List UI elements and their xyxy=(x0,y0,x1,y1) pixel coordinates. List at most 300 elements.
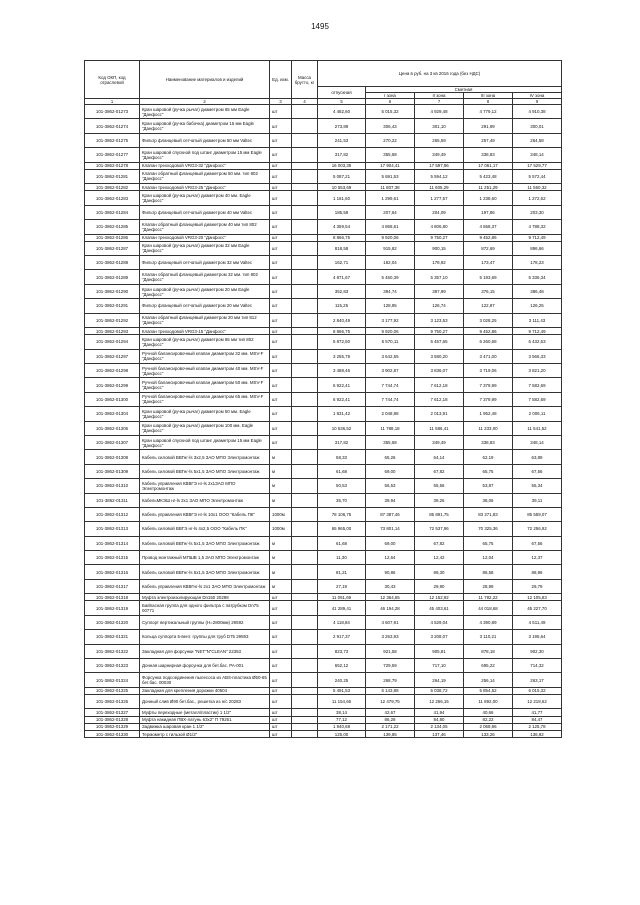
price-zone-1: 65,26 xyxy=(366,450,415,464)
item-name: КабельМКЭШ нг-ls 2х1 ЗАО МПО Электромонтаж xyxy=(140,493,270,507)
price-zone-4: 63,89 xyxy=(513,450,562,464)
price-zone-3: 6 260,68 xyxy=(464,335,513,349)
item-unit: шт xyxy=(270,256,292,270)
page-number: 1495 xyxy=(311,22,329,31)
item-code: 101-3862-01285 xyxy=(85,220,140,234)
item-unit: м xyxy=(270,565,292,579)
price-zone-2: 3 123,53 xyxy=(415,313,464,327)
price-zone-2: 29,90 xyxy=(415,579,464,593)
price-zone-1: 42,67 xyxy=(366,709,415,716)
table-row xyxy=(85,464,562,478)
table-row xyxy=(85,579,562,593)
price-zone-3: 65,75 xyxy=(464,464,513,478)
item-mass xyxy=(292,162,318,169)
price-zone-3: 28,99 xyxy=(464,579,513,593)
price-release: 4 118,84 xyxy=(318,615,366,629)
item-mass xyxy=(292,687,318,694)
table-row xyxy=(85,615,562,629)
table-row xyxy=(85,723,562,730)
price-zone-4: 126,25 xyxy=(513,299,562,313)
item-code: 101-3862-01317 xyxy=(85,579,140,593)
item-code: 101-3862-01284 xyxy=(85,205,140,219)
item-unit: м xyxy=(270,493,292,507)
price-zone-3: 3 719,06 xyxy=(464,364,513,378)
price-zone-1: 12 479,75 xyxy=(366,694,415,708)
item-name: Клапан обратный фланцевый диаметром 40 мм тип 802 "Данфосс" xyxy=(140,220,270,234)
price-zone-3: 3 471,00 xyxy=(464,349,513,363)
item-unit: шт xyxy=(270,335,292,349)
item-code: 101-3862-01298 xyxy=(85,364,140,378)
price-zone-4: 55,34 xyxy=(513,479,562,493)
price-zone-4: 3 111,43 xyxy=(513,313,562,327)
price-zone-4: 67,56 xyxy=(513,464,562,478)
price-zone-4: 3 195,64 xyxy=(513,630,562,644)
table-row xyxy=(85,133,562,147)
item-code: 101-3862-01316 xyxy=(85,565,140,579)
price-zone-4: 348,14 xyxy=(513,148,562,162)
price-zone-1: 915,82 xyxy=(366,241,415,255)
item-code: 101-3862-01291 xyxy=(85,299,140,313)
price-zone-2: 717,10 xyxy=(415,659,464,673)
price-zone-1: 2 171,22 xyxy=(366,723,415,730)
price-zone-3: 11 892,00 xyxy=(464,694,513,708)
item-code: 101-3862-01314 xyxy=(85,536,140,550)
table-row xyxy=(85,378,562,392)
item-code: 101-3862-01308 xyxy=(85,450,140,464)
price-zone-3: 197,86 xyxy=(464,205,513,219)
item-name: Закладная для крепления дорожки 40504 xyxy=(140,687,270,694)
price-zone-4: 4 788,32 xyxy=(513,220,562,234)
item-unit: шт xyxy=(270,615,292,629)
item-name: Кран шаровой спускной под штанг диаметром 15 мм Eagle "Данфосс" xyxy=(140,148,270,162)
col-number: 1 xyxy=(85,99,140,105)
item-name: Муфта накидная ПВХ-латунь 63х2" П 79261 xyxy=(140,716,270,723)
price-release: 125,00 xyxy=(318,730,366,737)
item-name: Кабель силовой ВВГЭ нг-ls 4х2,5 ООО "Кабель ПК" xyxy=(140,522,270,536)
price-zone-4: 84,47 xyxy=(513,716,562,723)
item-unit: м xyxy=(270,464,292,478)
price-zone-1: 46 194,28 xyxy=(366,601,415,615)
price-zone-1: 73 801,14 xyxy=(366,522,415,536)
price-zone-2: 4 929,48 xyxy=(415,105,464,119)
price-release: 2 840,49 xyxy=(318,313,366,327)
table-row xyxy=(85,644,562,658)
item-code: 101-3862-01290 xyxy=(85,284,140,298)
item-mass xyxy=(292,730,318,737)
item-code: 101-3862-01315 xyxy=(85,551,140,565)
item-unit: 1000м xyxy=(270,507,292,521)
price-zone-2: 2 134,05 xyxy=(415,723,464,730)
price-zone-2: 6 038,72 xyxy=(415,687,464,694)
price-release: 240,25 xyxy=(318,673,366,687)
price-release: 58,33 xyxy=(318,450,366,464)
price-zone-2: 126,74 xyxy=(415,299,464,313)
item-unit: шт xyxy=(270,407,292,421)
item-unit: шт xyxy=(270,220,292,234)
price-release: 115,25 xyxy=(318,299,366,313)
price-zone-4: 72 256,92 xyxy=(513,522,562,536)
table-row xyxy=(85,407,562,421)
price-release: 1 161,60 xyxy=(318,191,366,205)
price-zone-4: 11 560,32 xyxy=(513,184,562,191)
price-zone-3: 5 854,52 xyxy=(464,687,513,694)
item-name: Клапан обратный фланцевый диаметром 32 мм. тип 802 "Данфосс" xyxy=(140,270,270,284)
price-zone-1: 7 744,74 xyxy=(366,378,415,392)
item-name: Суппорт вертикальный группы (Н=2800мм) 29592 xyxy=(140,615,270,629)
price-zone-3: 4 390,89 xyxy=(464,615,513,629)
header-zone-3: III зона xyxy=(464,93,513,99)
price-zone-2: 1 277,57 xyxy=(415,191,464,205)
price-zone-4: 12 218,62 xyxy=(513,694,562,708)
price-zone-4: 348,14 xyxy=(513,435,562,449)
item-unit: шт xyxy=(270,435,292,449)
table-row xyxy=(85,148,562,162)
table-row xyxy=(85,191,562,205)
item-code: 101-3862-01278 xyxy=(85,162,140,169)
item-mass xyxy=(292,184,318,191)
table-row xyxy=(85,270,562,284)
col-number: 5 xyxy=(318,99,366,105)
item-name: Кран шаровой (ручка рычаг) диаметром 40 мм. Eagle "Данфосс" xyxy=(140,191,270,205)
item-mass xyxy=(292,205,318,219)
price-zone-4: 41,77 xyxy=(513,709,562,716)
item-mass xyxy=(292,659,318,673)
item-unit: шт xyxy=(270,148,292,162)
item-unit: шт xyxy=(270,694,292,708)
price-zone-1: 182,04 xyxy=(366,256,415,270)
price-zone-3: 338,83 xyxy=(464,435,513,449)
item-mass xyxy=(292,392,318,406)
item-mass xyxy=(292,435,318,449)
table-row xyxy=(85,594,562,601)
header-zone-4: IV зона xyxy=(513,93,562,99)
price-zone-1: 268,79 xyxy=(366,673,415,687)
price-zone-3: 1 952,48 xyxy=(464,407,513,421)
table-row xyxy=(85,349,562,363)
header-mass: Масса брутто, кг xyxy=(292,61,318,99)
price-zone-4: 12 105,83 xyxy=(513,594,562,601)
item-code: 101-3862-01306 xyxy=(85,421,140,435)
item-mass xyxy=(292,464,318,478)
item-name: Клапан трехходовой VRG3-32 "Данфосс" xyxy=(140,162,270,169)
item-unit: шт xyxy=(270,205,292,219)
price-zone-1: 207,64 xyxy=(366,205,415,219)
price-release: 11,30 xyxy=(318,551,366,565)
table-row xyxy=(85,284,562,298)
item-code: 101-3862-01293 xyxy=(85,328,140,335)
item-name: Кран шаровой (ручка рычаг) диаметром 32 мм Eagle "Данфосс" xyxy=(140,241,270,255)
item-name: Клапан трехходовой VRG3-15 "Данфосс" xyxy=(140,328,270,335)
item-mass xyxy=(292,299,318,313)
item-code: 101-3862-01318 xyxy=(85,594,140,601)
price-zone-3: 872,69 xyxy=(464,241,513,255)
price-zone-4: 5 572,44 xyxy=(513,169,562,183)
price-zone-4: 67,56 xyxy=(513,536,562,550)
price-zone-4: 714,32 xyxy=(513,659,562,673)
price-release: 1 831,42 xyxy=(318,407,366,421)
price-zone-2: 39,26 xyxy=(415,493,464,507)
price-zone-4: 2 006,11 xyxy=(513,407,562,421)
price-zone-3: 17 061,17 xyxy=(464,162,513,169)
table-row xyxy=(85,673,562,687)
col-number: 9 xyxy=(513,99,562,105)
item-mass xyxy=(292,133,318,147)
price-zone-4: 4 511,49 xyxy=(513,615,562,629)
item-unit: шт xyxy=(270,601,292,615)
item-unit: шт xyxy=(270,299,292,313)
table-row xyxy=(85,241,562,255)
price-release: 352,83 xyxy=(318,284,366,298)
price-zone-2: 137,46 xyxy=(415,730,464,737)
item-mass xyxy=(292,284,318,298)
item-unit: шт xyxy=(270,162,292,169)
item-code: 101-3862-01312 xyxy=(85,507,140,521)
table-row xyxy=(85,421,562,435)
item-mass xyxy=(292,716,318,723)
price-zone-2: 72 537,96 xyxy=(415,522,464,536)
table-row xyxy=(85,119,562,133)
price-zone-1: 87 387,46 xyxy=(366,507,415,521)
price-zone-1: 729,59 xyxy=(366,659,415,673)
item-code: 101-3862-01325 xyxy=(85,687,140,694)
price-zone-3: 256,14 xyxy=(464,673,513,687)
price-zone-1: 355,58 xyxy=(366,435,415,449)
price-zone-3: 3 028,25 xyxy=(464,313,513,327)
price-zone-1: 90,86 xyxy=(366,565,415,579)
price-release: 162,71 xyxy=(318,256,366,270)
item-code: 101-3862-01327 xyxy=(85,709,140,716)
price-zone-3: 3 110,21 xyxy=(464,630,513,644)
price-zone-2: 84,80 xyxy=(415,716,464,723)
item-unit: шт xyxy=(270,169,292,183)
item-mass xyxy=(292,479,318,493)
header-unit: Ед. изм. xyxy=(270,61,292,99)
price-zone-4: 7 582,69 xyxy=(513,378,562,392)
price-zone-1: 5 450,39 xyxy=(366,270,415,284)
price-release: 185,59 xyxy=(318,205,366,219)
price-zone-3: 122,87 xyxy=(464,299,513,313)
price-zone-1: 56,53 xyxy=(366,479,415,493)
item-mass xyxy=(292,615,318,629)
price-zone-4: 203,30 xyxy=(513,205,562,219)
price-zone-3: 65,75 xyxy=(464,536,513,550)
price-zone-3: 2 068,96 xyxy=(464,723,513,730)
table-row xyxy=(85,184,562,191)
item-mass xyxy=(292,270,318,284)
price-release: 1 940,68 xyxy=(318,723,366,730)
price-zone-1: 9 920,06 xyxy=(366,328,415,335)
price-zone-2: 85 891,75 xyxy=(415,507,464,521)
item-name: Кабель силовой ВВГнг-ls 3х2,5 ЗАО МПО Электромонтаж xyxy=(140,450,270,464)
item-unit: м xyxy=(270,536,292,550)
table-row xyxy=(85,256,562,270)
item-code: 101-3862-01304 xyxy=(85,407,140,421)
item-name: Кабель управления КВВГнг-ls 2х1 ЗАО МПО Электромонтаж xyxy=(140,579,270,593)
table-row xyxy=(85,328,562,335)
item-unit: шт xyxy=(270,687,292,694)
item-code: 101-3862-01330 xyxy=(85,730,140,737)
price-release: 10 553,69 xyxy=(318,184,366,191)
price-zone-4: 3 821,20 xyxy=(513,364,562,378)
price-zone-4: 11 541,52 xyxy=(513,421,562,435)
price-zone-4: 3 566,33 xyxy=(513,349,562,363)
item-code: 101-3862-01274 xyxy=(85,119,140,133)
price-release: 78 106,75 xyxy=(318,507,366,521)
price-zone-3: 44 018,68 xyxy=(464,601,513,615)
item-name: Форсунка подсоединения пылесоса из ABS-пластика Ø50-65 бет.бас. 00030 xyxy=(140,673,270,687)
item-name: Ручной балансировочный клапан диаметром 32 мм. MSV-F "Данфосс" xyxy=(140,349,270,363)
table-row xyxy=(85,364,562,378)
price-release: 3 488,46 xyxy=(318,364,366,378)
price-zone-2: 905,81 xyxy=(415,644,464,658)
item-code: 101-3862-01288 xyxy=(85,256,140,270)
price-release: 6 922,41 xyxy=(318,378,366,392)
price-zone-3: 173,47 xyxy=(464,256,513,270)
item-mass xyxy=(292,579,318,593)
table-row xyxy=(85,105,562,119)
table-row xyxy=(85,435,562,449)
price-zone-3: 83 271,83 xyxy=(464,507,513,521)
item-code: 101-3862-01321 xyxy=(85,630,140,644)
price-zone-1: 6 570,11 xyxy=(366,335,415,349)
item-code: 101-3862-01319 xyxy=(85,601,140,615)
price-zone-1: 394,74 xyxy=(366,284,415,298)
price-zone-4: 85 559,07 xyxy=(513,507,562,521)
price-zone-1: 69,00 xyxy=(366,536,415,550)
price-zone-1: 12,64 xyxy=(366,551,415,565)
item-code: 101-3862-01309 xyxy=(85,464,140,478)
price-zone-1: 30,43 xyxy=(366,579,415,593)
item-code: 101-3862-01326 xyxy=(85,694,140,708)
col-number: 8 xyxy=(464,99,513,105)
price-zone-1: 270,22 xyxy=(366,133,415,147)
price-zone-2: 301,10 xyxy=(415,119,464,133)
item-code: 101-3862-01283 xyxy=(85,191,140,205)
price-zone-3: 5 423,48 xyxy=(464,169,513,183)
price-release: 8 866,75 xyxy=(318,234,366,241)
item-name: Фильтр фланцевый сетчатый диаметром 32 мм Valtec xyxy=(140,256,270,270)
price-zone-1: 69,00 xyxy=(366,464,415,478)
price-zone-4: 9 712,49 xyxy=(513,328,562,335)
price-zone-1: 3 642,55 xyxy=(366,349,415,363)
price-zone-4: 6 432,63 xyxy=(513,335,562,349)
item-unit: шт xyxy=(270,184,292,191)
price-zone-1: 7 744,74 xyxy=(366,392,415,406)
price-zone-1: 3 263,93 xyxy=(366,630,415,644)
table-row xyxy=(85,522,562,536)
price-zone-4: 136,92 xyxy=(513,730,562,737)
price-zone-3: 133,26 xyxy=(464,730,513,737)
item-unit: шт xyxy=(270,709,292,716)
price-zone-4: 88,96 xyxy=(513,565,562,579)
price-zone-2: 55,56 xyxy=(415,479,464,493)
item-code: 101-3862-01328 xyxy=(85,716,140,723)
item-unit: шт xyxy=(270,191,292,205)
table-row xyxy=(85,335,562,349)
table-row xyxy=(85,479,562,493)
item-unit: шт xyxy=(270,364,292,378)
price-zone-3: 9 452,86 xyxy=(464,328,513,335)
item-name: Термометр с гильзой Ø1/2" xyxy=(140,730,270,737)
item-mass xyxy=(292,241,318,255)
price-zone-3: 4 779,12 xyxy=(464,105,513,119)
item-code: 101-3862-01287 xyxy=(85,241,140,255)
col-number: 7 xyxy=(415,99,464,105)
item-mass xyxy=(292,493,318,507)
item-code: 101-3862-01324 xyxy=(85,673,140,687)
price-zone-2: 9 750,27 xyxy=(415,234,464,241)
table-body xyxy=(85,105,562,738)
price-zone-1: 3 177,92 xyxy=(366,313,415,327)
price-zone-2: 12,42 xyxy=(415,551,464,565)
item-mass xyxy=(292,119,318,133)
price-zone-2: 264,19 xyxy=(415,673,464,687)
price-zone-1: 12 364,55 xyxy=(366,594,415,601)
price-zone-1: 4 607,91 xyxy=(366,615,415,629)
item-code: 101-3862-01294 xyxy=(85,335,140,349)
item-unit: шт xyxy=(270,241,292,255)
item-unit: шт xyxy=(270,723,292,730)
price-zone-3: 11 233,00 xyxy=(464,421,513,435)
price-zone-1: 355,58 xyxy=(366,148,415,162)
item-name: Кран шаровой (ручка рычаг) диаметром 65 мм Eagle "Данфосс" xyxy=(140,105,270,119)
item-name: Муфты переходные (металл/пластик) 1 1/2" xyxy=(140,709,270,716)
item-name: Закладная для форсунки "NET"N"CLEAN" 22353 xyxy=(140,644,270,658)
item-code: 101-3862-01275 xyxy=(85,133,140,147)
item-unit: шт xyxy=(270,234,292,241)
table-row xyxy=(85,659,562,673)
price-zone-2: 5 594,12 xyxy=(415,169,464,183)
item-name: Ручной балансировочный клапан диаметром 40 мм. MSV-F "Данфосс" xyxy=(140,364,270,378)
price-release: 5 872,50 xyxy=(318,335,366,349)
price-zone-3: 62,19 xyxy=(464,450,513,464)
price-release: 3 255,79 xyxy=(318,349,366,363)
item-mass xyxy=(292,551,318,565)
price-zone-2: 45 403,61 xyxy=(415,601,464,615)
item-mass xyxy=(292,169,318,183)
price-zone-2: 5 357,10 xyxy=(415,270,464,284)
item-code: 101-3862-01323 xyxy=(85,659,140,673)
price-zone-3: 40,66 xyxy=(464,709,513,716)
item-mass xyxy=(292,644,318,658)
table-row xyxy=(85,220,562,234)
price-zone-4: 5 336,34 xyxy=(513,270,562,284)
price-zone-2: 67,82 xyxy=(415,536,464,550)
header-release: отпускная xyxy=(318,87,366,99)
price-zone-2: 349,49 xyxy=(415,148,464,162)
item-mass xyxy=(292,565,318,579)
price-zone-2: 6 457,65 xyxy=(415,335,464,349)
item-mass xyxy=(292,407,318,421)
item-mass xyxy=(292,507,318,521)
item-mass xyxy=(292,673,318,687)
table-row xyxy=(85,709,562,716)
price-zone-1: 6 143,88 xyxy=(366,687,415,694)
item-unit: шт xyxy=(270,673,292,687)
item-mass xyxy=(292,105,318,119)
price-zone-1: 9 920,06 xyxy=(366,234,415,241)
price-zone-1: 3 902,87 xyxy=(366,364,415,378)
item-name: Кабель силовой ВВГнг-ls 5х1,5 ЗАО МПО Электромонтаж xyxy=(140,464,270,478)
price-release: 10 536,52 xyxy=(318,421,366,435)
item-name: Клапан трехходовой VRG3-20 "Данфосс" xyxy=(140,234,270,241)
price-release: 241,53 xyxy=(318,133,366,147)
item-mass xyxy=(292,522,318,536)
table-row xyxy=(85,313,562,327)
price-zone-2: 4 529,04 xyxy=(415,615,464,629)
price-zone-3: 53,87 xyxy=(464,479,513,493)
price-release: 5 087,21 xyxy=(318,169,366,183)
